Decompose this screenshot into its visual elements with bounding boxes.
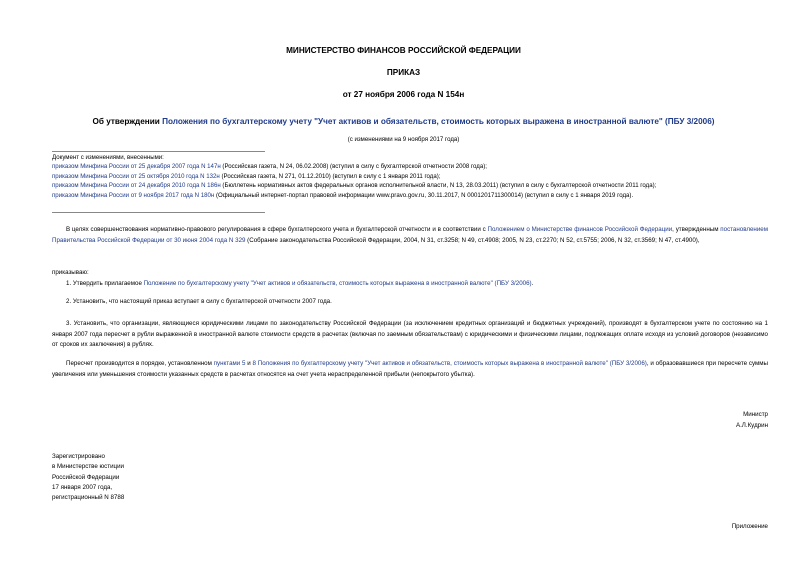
- item-4-link-regulation[interactable]: 8 Положения по бухгалтерскому учету "Учет активов и обязательств, стоимость которых выражена в иностранной валюте" (ПБУ 3/2006): [252, 360, 647, 367]
- change-link[interactable]: приказом Минфина России от 9 ноября 2017 года N 180н: [52, 192, 215, 200]
- change-item: приказом Минфина России от 24 декабря 2010 года N 186н (Бюллетень нормативных актов федеральных органов исполнительной власти, N 13, 28.03.2011) (вступил в силу с бухгалтерской отчетности 2011 года);: [52, 182, 657, 190]
- ministry-title: МИНИСТЕРСТВО ФИНАНСОВ РОССИЙСКОЙ ФЕДЕРАЦИИ: [286, 46, 521, 55]
- signature: [736, 410, 768, 431]
- item-3: 3. Установить, что организации, являющиеся юридическими лицами по законодательству Российской Федерации (за исключением кредитных организаций и бюджетных учреждений), производят в бухгалтерском учете по состоянию на 1 января 2007 года пересчет в рубли выраженной в иностранной валюте стоимости средств в расчетах (включая по заемным обязательствам) с юридическими и физическими лицами, подлежащих оплате исходя из условий договоров (независимо от сроков их заключения) в рублях.: [52, 320, 768, 348]
- preamble: В целях совершенствования нормативно-правового регулирования в сфере бухгалтерского учета и бухгалтерской отчетности и в соответствии с Положением о Министерстве финансов Российской Федерации, утвержденным постановлением Правительства Российской Федерации от 30 июня 2004 года N 329 (Собрание законодательства Российской Федерации, 2004, N 31, ст.3258; N 49, ст.4908; 2005, N 23, ст.2270; N 52, ст.5755; 2006, N 32, ст.3569; N 47, ст.4900),: [52, 226, 768, 244]
- title-link[interactable]: Положения по бухгалтерскому учету "Учет активов и обязательств, стоимость которых выражена в иностранной валюте" (ПБУ 3/2006): [162, 117, 715, 126]
- item-1: 1. Утвердить прилагаемое Положение по бухгалтерскому учету "Учет активов и обязательств, стоимость которых выражена в иностранной валюте" (ПБУ 3/2006).: [66, 280, 534, 287]
- change-item: приказом Минфина России от 9 ноября 2017 года N 180н (Официальный интернет-портал правовой информации www.pravo.gov.ru, 30.11.2017, N 0001201711300014) (вступил в силу с 1 января 2019 года).: [52, 192, 634, 200]
- doc-title: [0, 117, 807, 126]
- item-4-link-points[interactable]: пунктами 5: [213, 360, 246, 367]
- doc-type: ПРИКАЗ: [386, 68, 421, 77]
- changes-block: [52, 154, 656, 201]
- registration-block: Зарегистрировано в Министерстве юстиции Российской Федерации 17 января 2007 года, регистрационный N 8788: [52, 453, 125, 502]
- signature-name: А.Л.Кудрин: [735, 421, 768, 429]
- appendix-label: Приложение: [731, 523, 768, 530]
- doc-date-number: от 27 ноября 2006 года N 154н: [342, 90, 465, 99]
- change-link[interactable]: приказом Минфина России от 25 октября 2010 года N 132н: [52, 172, 220, 180]
- preamble-link-regulation[interactable]: Положением о Министерстве финансов Российской Федерации: [487, 226, 673, 233]
- change-item: приказом Минфина России от 25 декабря 2007 года N 147н (Российская газета, N 24, 06.02.2008) (вступил в силу с бухгалтерской отчетности 2008 года);: [52, 162, 487, 170]
- preamble-link-resolution[interactable]: постановлением Правительства Российской Федерации от 30 июня 2004 года N 329: [52, 226, 768, 244]
- change-link[interactable]: приказом Минфина России от 24 декабря 2010 года N 186н: [52, 182, 221, 190]
- item-1-link[interactable]: Положение по бухгалтерскому учету "Учет активов и обязательств, стоимость которых выражена в иностранной валюте" (ПБУ 3/2006): [143, 280, 532, 287]
- revision-note: (с изменениями на 9 ноября 2017 года): [347, 136, 460, 143]
- signature-role: Министр: [743, 411, 768, 418]
- change-link[interactable]: приказом Минфина России от 25 декабря 2007 года N 147н: [52, 162, 221, 170]
- divider-top: [52, 151, 265, 152]
- divider-bottom: [52, 212, 265, 213]
- item-2: 2. Установить, что настоящий приказ вступает в силу с бухгалтерской отчетности 2007 года.: [66, 298, 332, 305]
- changes-intro: Документ с изменениями, внесенными:: [52, 154, 164, 161]
- item-4: Пересчет производится в порядке, установленном пунктами 5 и 8 Положения по бухгалтерскому учету "Учет активов и обязательств, стоимость которых выражена в иностранной валюте" (ПБУ 3/2006), и образовавшиеся при пересчете суммы увеличения или уменьшения стоимости указанных средств в расчетах относятся на счет учета нераспределенной прибыли (непокрытого убытка).: [52, 360, 768, 378]
- change-item: приказом Минфина России от 25 октября 2010 года N 132н (Российская газета, N 271, 01.12.2010) (вступил в силу с 1 января 2011 года);: [52, 172, 441, 180]
- order-word: приказываю:: [52, 269, 89, 276]
- title-prefix: Об утверждении: [92, 117, 163, 126]
